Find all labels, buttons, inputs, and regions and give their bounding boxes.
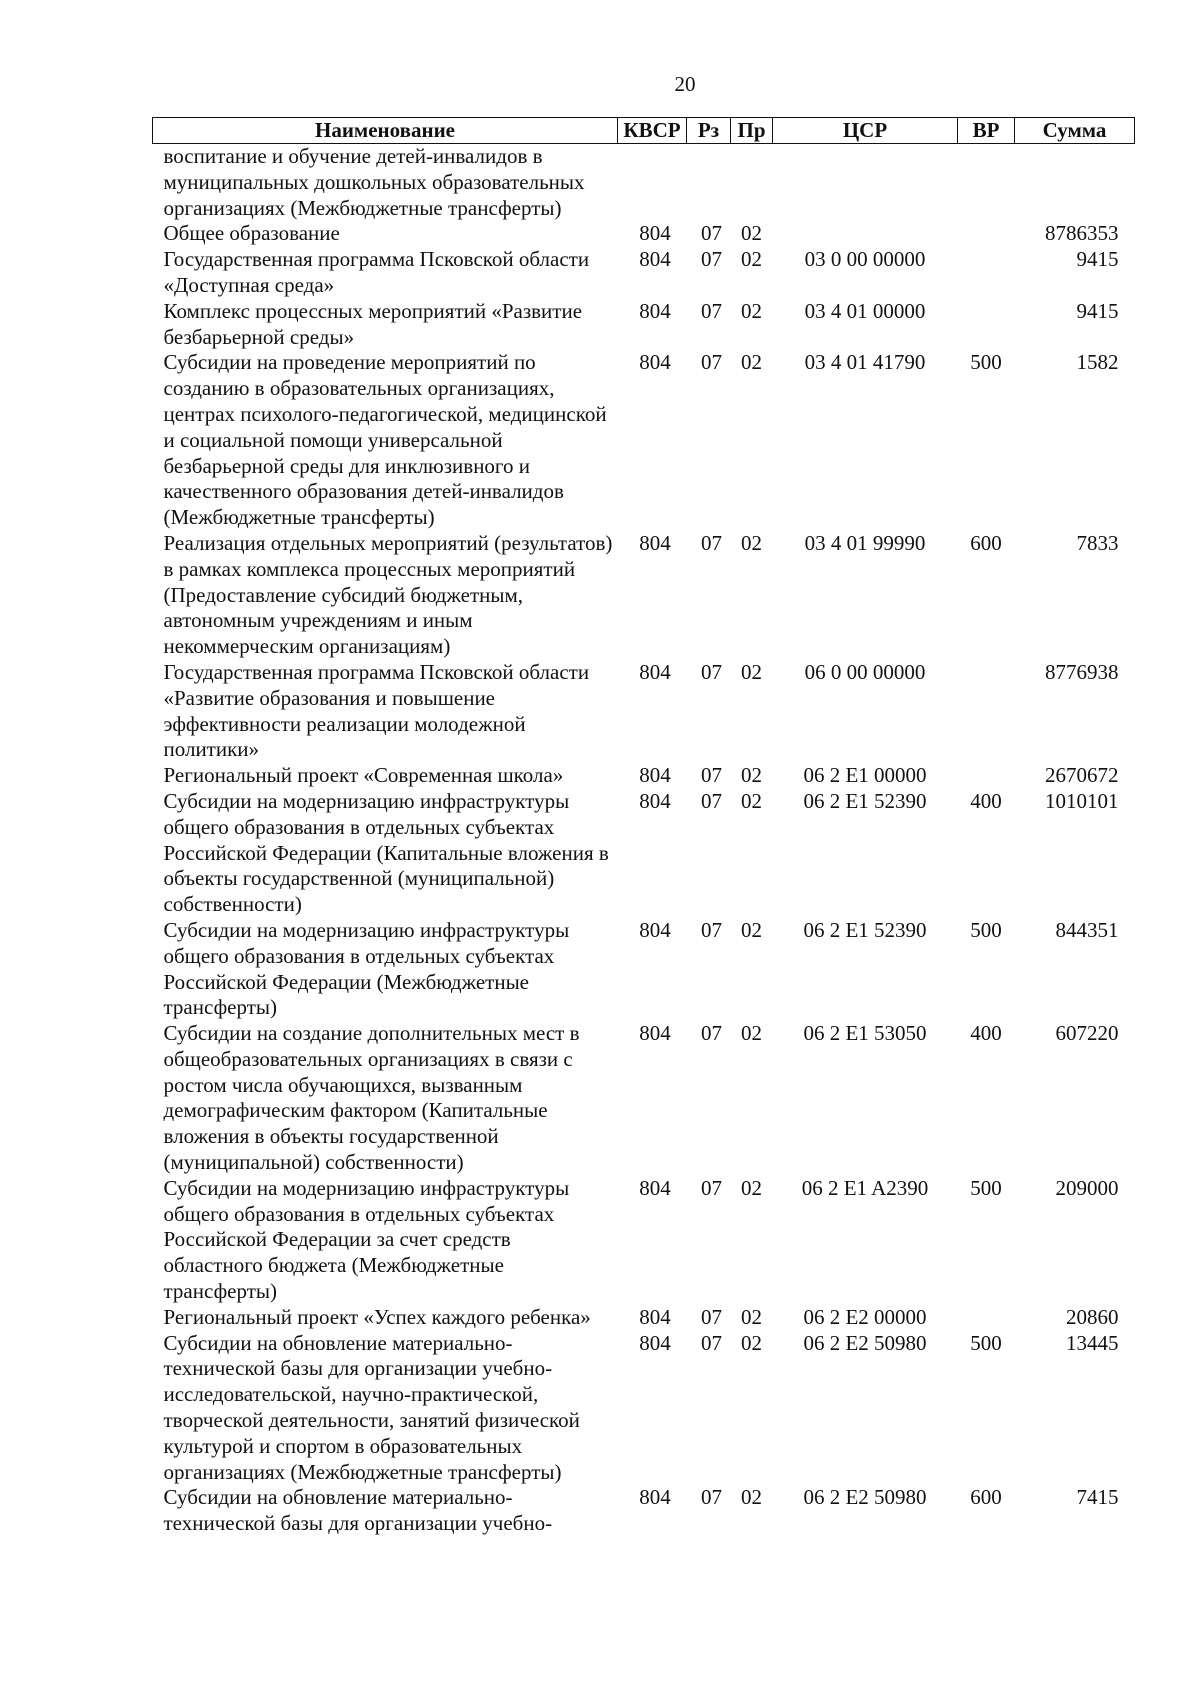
cell-kvsr: 804 — [639, 1175, 671, 1200]
cell-name: Субсидии на обновление материально-технической базы для организации учебно- — [163, 1485, 553, 1536]
cell-sum: 9415 — [1076, 247, 1119, 272]
cell-pr: 02 — [741, 530, 762, 555]
cell-rz: 07 — [701, 1485, 722, 1510]
cell-sum — [1015, 144, 1135, 222]
table-row — [153, 350, 1135, 531]
cell-sum: 209000 — [1055, 1175, 1119, 1200]
table-row — [153, 531, 1135, 660]
cell-vr: 400 — [970, 1021, 1002, 1046]
cell-pr: 02 — [741, 1485, 762, 1510]
cell-pr: 02 — [741, 1021, 762, 1046]
cell-pr: 02 — [741, 788, 762, 813]
table-row — [153, 1331, 1135, 1486]
cell-sum: 1582 — [1076, 350, 1119, 375]
header-rz: Рз — [687, 118, 731, 144]
cell-rz: 07 — [701, 350, 722, 375]
header-pr: Пр — [731, 118, 773, 144]
cell-pr — [731, 144, 773, 222]
cell-csr: 06 2 E1 A2390 — [801, 1175, 929, 1200]
cell-csr: 06 2 E1 52390 — [803, 917, 927, 942]
cell-rz: 07 — [701, 763, 722, 788]
cell-rz: 07 — [701, 659, 722, 684]
header-csr: ЦСР — [773, 118, 958, 144]
cell-csr: 03 4 01 00000 — [804, 298, 926, 323]
table-row — [153, 1485, 1135, 1537]
cell-rz: 07 — [701, 1175, 722, 1200]
cell-sum: 9415 — [1076, 298, 1119, 323]
cell-pr: 02 — [741, 247, 762, 272]
table-row — [153, 763, 1135, 789]
cell-rz: 07 — [701, 1304, 722, 1329]
cell-vr — [958, 144, 1015, 222]
cell-csr: 06 0 00 00000 — [804, 659, 926, 684]
cell-sum: 2670672 — [1045, 763, 1119, 788]
cell-name: Субсидии на модернизацию инфраструктуры общего образования в отдельных субъектах Российской Федерации (Межбюджетные трансферты) — [163, 917, 570, 1020]
cell-pr: 02 — [741, 1304, 762, 1329]
cell-name: Государственная программа Псковской области «Доступная среда» — [163, 247, 590, 297]
cell-vr: 500 — [970, 917, 1002, 942]
cell-rz: 07 — [701, 221, 722, 246]
cell-pr: 02 — [741, 1330, 762, 1355]
table-row — [153, 1176, 1135, 1305]
table-row — [153, 918, 1135, 1021]
table-header-row — [153, 118, 1135, 144]
cell-sum: 607220 — [1055, 1021, 1119, 1046]
cell-sum: 1010101 — [1045, 788, 1119, 813]
cell-kvsr: 804 — [639, 298, 671, 323]
cell-csr — [773, 144, 958, 222]
cell-sum: 8786353 — [1045, 221, 1119, 246]
cell-rz — [687, 144, 731, 222]
cell-name: Комплекс процессных мероприятий «Развитие безбарьерной среды» — [163, 298, 583, 349]
cell-vr: 500 — [970, 350, 1002, 375]
cell-vr — [958, 299, 1015, 351]
table-row — [153, 144, 1135, 222]
cell-rz: 07 — [701, 247, 722, 272]
table-row — [153, 221, 1135, 247]
cell-vr — [958, 221, 1015, 247]
cell-kvsr: 804 — [639, 788, 671, 813]
cell-kvsr: 804 — [639, 763, 671, 788]
cell-kvsr — [618, 144, 687, 222]
cell-pr: 02 — [741, 350, 762, 375]
cell-vr: 400 — [970, 788, 1002, 813]
cell-kvsr: 804 — [639, 1330, 671, 1355]
cell-kvsr: 804 — [639, 350, 671, 375]
cell-kvsr: 804 — [639, 1304, 671, 1329]
cell-csr: 06 2 E1 00000 — [803, 763, 927, 788]
cell-vr: 500 — [970, 1175, 1002, 1200]
cell-csr: 06 2 E1 52390 — [803, 788, 927, 813]
cell-sum: 7833 — [1076, 530, 1119, 555]
cell-kvsr: 804 — [639, 659, 671, 684]
cell-vr: 600 — [970, 530, 1002, 555]
table-row — [153, 247, 1135, 299]
cell-csr: 03 4 01 99990 — [804, 530, 926, 555]
cell-pr: 02 — [741, 917, 762, 942]
cell-rz: 07 — [701, 298, 722, 323]
table-row — [153, 1305, 1135, 1331]
cell-csr: 03 0 00 00000 — [804, 247, 926, 272]
cell-rz: 07 — [701, 1330, 722, 1355]
cell-name: Субсидии на проведение мероприятий по созданию в образовательных организациях, центрах психолого-педагогической, медицинской и социальной помощи универсальной безбарьерной среды для инклюзивного и качественного образования детей-инвалидов (Межбюджетные трансферты) — [163, 350, 607, 530]
cell-csr: 06 2 E1 53050 — [803, 1021, 927, 1046]
cell-name: Региональный проект «Успех каждого ребенка» — [163, 1304, 591, 1329]
cell-name: Субсидии на модернизацию инфраструктуры общего образования в отдельных субъектах Российской Федерации (Капитальные вложения в объекты государственной (муниципальной) собственности) — [163, 788, 609, 917]
cell-name: Общее образование — [163, 221, 340, 246]
cell-kvsr: 804 — [639, 917, 671, 942]
cell-pr: 02 — [741, 221, 762, 246]
cell-name: Региональный проект «Современная школа» — [163, 763, 564, 788]
cell-name: воспитание и обучение детей-инвалидов в муниципальных дошкольных образовательных организациях (Межбюджетные трансферты) — [163, 144, 585, 220]
header-sum: Сумма — [1015, 118, 1135, 144]
budget-table — [152, 117, 1135, 1537]
table-row — [153, 299, 1135, 351]
cell-csr: 03 4 01 41790 — [804, 350, 926, 375]
cell-sum: 13445 — [1066, 1330, 1119, 1355]
cell-vr — [958, 1305, 1015, 1331]
cell-name: Субсидии на обновление материально-технической базы для организации учебно-исследовательской, научно-практической, творческой деятельности, занятий физической культурой и спортом в образовательных организациях (Межбюджетные трансферты) — [163, 1330, 580, 1484]
cell-csr: 06 2 E2 50980 — [803, 1330, 927, 1355]
cell-rz: 07 — [701, 788, 722, 813]
table-row — [153, 789, 1135, 918]
cell-sum: 8776938 — [1045, 659, 1119, 684]
header-vr: ВР — [958, 118, 1015, 144]
cell-kvsr: 804 — [639, 1021, 671, 1046]
page-number: 20 — [674, 72, 696, 96]
cell-sum: 7415 — [1076, 1485, 1119, 1510]
cell-name: Государственная программа Псковской области «Развитие образования и повышение эффективности реализации молодежной политики» — [163, 659, 590, 762]
cell-kvsr: 804 — [639, 221, 671, 246]
cell-vr — [958, 660, 1015, 763]
cell-vr: 500 — [970, 1330, 1002, 1355]
header-kvsr: КВСР — [618, 118, 687, 144]
cell-kvsr: 804 — [639, 1485, 671, 1510]
cell-vr — [958, 763, 1015, 789]
cell-rz: 07 — [701, 1021, 722, 1046]
cell-vr — [958, 247, 1015, 299]
cell-name: Реализация отдельных мероприятий (результатов) в рамках комплекса процессных мероприятий (Предоставление субсидий бюджетным, автономным учреждениям и иным некоммерческим организациям) — [163, 530, 613, 659]
cell-pr: 02 — [741, 763, 762, 788]
cell-sum: 844351 — [1055, 917, 1119, 942]
cell-rz: 07 — [701, 917, 722, 942]
cell-pr: 02 — [741, 1175, 762, 1200]
cell-pr: 02 — [741, 298, 762, 323]
cell-name: Субсидии на создание дополнительных мест в общеобразовательных организациях в связи с ростом числа обучающихся, вызванным демографическим фактором (Капитальные вложения в объекты государственной (муниципальной) собственности) — [163, 1021, 580, 1175]
cell-csr — [773, 221, 958, 247]
cell-kvsr: 804 — [639, 247, 671, 272]
cell-kvsr: 804 — [639, 530, 671, 555]
cell-sum: 20860 — [1066, 1304, 1119, 1329]
cell-rz: 07 — [701, 530, 722, 555]
table-row — [153, 660, 1135, 763]
cell-pr: 02 — [741, 659, 762, 684]
cell-csr: 06 2 E2 00000 — [803, 1304, 927, 1329]
table-row — [153, 1021, 1135, 1176]
cell-csr: 06 2 E2 50980 — [803, 1485, 927, 1510]
cell-vr: 600 — [970, 1485, 1002, 1510]
cell-name: Субсидии на модернизацию инфраструктуры общего образования в отдельных субъектах Российской Федерации за счет средств областного бюджета (Межбюджетные трансферты) — [163, 1175, 570, 1304]
header-name: Наименование — [153, 118, 618, 144]
